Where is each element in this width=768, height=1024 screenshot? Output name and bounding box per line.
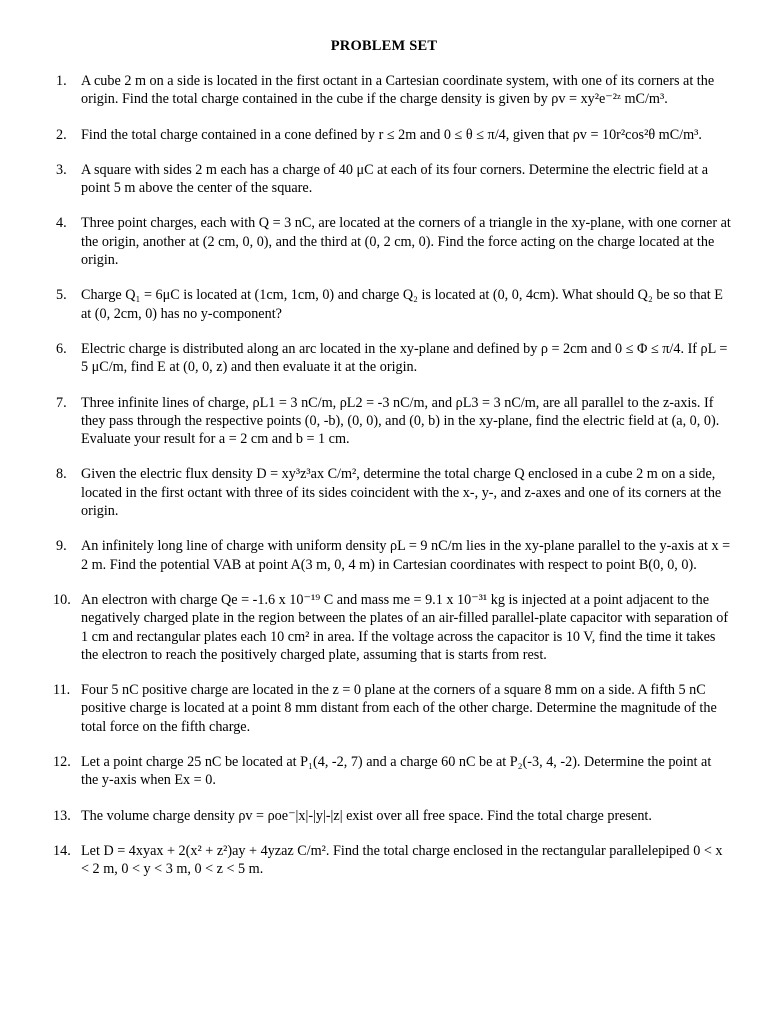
problem-number: 3. — [56, 161, 67, 178]
problem-8 — [56, 465, 732, 520]
problem-number: 7. — [56, 394, 67, 411]
problem-number: 4. — [56, 215, 67, 232]
problem-text: Three infinite lines of charge, ρL1 = 3 nC/m, ρL2 = -3 nC/m, and ρL3 = 3 nC/m, are all parallel to the z-axis. If they pass through the respective points (0, -b), (0, 0), and (0, b) in the xy-plane, find the electric field at (a, 0, 0). Evaluate your result for a = 2 cm and b = 1 cm. — [81, 394, 720, 448]
problem-text: An electron with charge Qe = -1.6 x 10⁻¹⁹ C and mass me = 9.1 x 10⁻³¹ kg is injected at a point adjacent to the negatively charged plate in the region between the plates of an air-filled parallel-plate capacitor with separation of 1 cm and rectangular plates each 10 cm² in area. If the voltage across the capacitor is 10 V, find the time it takes the electron to reach the positively charged plate, assuming that is starts from rest. — [81, 591, 729, 663]
problem-7 — [56, 394, 732, 449]
problem-number: 5. — [56, 287, 67, 304]
problem-14 — [53, 842, 732, 879]
problem-number: 1. — [56, 73, 67, 89]
problem-text: Four 5 nC positive charge are located in the z = 0 plane at the corners of a square 8 mm on a side. A fifth 5 nC positive charge is located at a point 8 mm distant from each of the other charge. Determine the magnitude of the total force on the fifth charge. — [81, 682, 717, 735]
problem-number: 14. — [53, 842, 71, 859]
problem-12 — [53, 753, 732, 790]
problem-text: Let D = 4xyax + 2(x² + z²)ay + 4yzaz C/m². Find the total charge enclosed in the rectangular parallelepiped 0 < x < 2 m, 0 < y < 3 m, 0 < z < 5 m. — [81, 842, 723, 878]
problem-10 — [53, 591, 732, 664]
problem-text: Three point charges, each with Q = 3 nC, are located at the corners of a triangle in the xy-plane, with one corner at the origin, another at (2 cm, 0, 0), and the third at (0, 2 cm, 0). Find the force acting on the charge located at the origin. — [81, 215, 731, 269]
problem-text: Given the electric flux density D = xy³z³ax C/m², determine the total charge Q enclosed in a cube 2 m on a side, located in the first octant with three of its sides coincident with the x-, y-, and z-axes and one of its corners at the origin. — [81, 466, 722, 520]
problem-number: 13. — [53, 807, 71, 824]
problem-text: Let a point charge 25 nC be located at P₁(4, -2, 7) and a charge 60 nC be at P₂(-3, 4, -2). Determine the point at the y-axis when Ex = 0. — [81, 754, 712, 789]
problem-text: Find the total charge contained in a cone defined by r ≤ 2m and 0 ≤ θ ≤ π/4, given that ρv = 10r²cos²θ mC/m³. — [81, 126, 702, 143]
problem-text: Electric charge is distributed along an arc located in the xy-plane and defined by ρ = 2cm and 0 ≤ Φ ≤ π/4. If ρL = 5 μC/m, find E at (0, 0, z) and then evaluate it at the origin. — [81, 340, 728, 376]
problem-text: An infinitely long line of charge with uniform density ρL = 9 nC/m lies in the xy-plane parallel to the y-axis at x = 2 m. Find the potential VAB at point A(3 m, 0, 4 m) in Cartesian coordinates with respect to point B(0, 0, 0). — [81, 538, 731, 573]
problem-number: 8. — [56, 466, 67, 483]
problem-text: Charge Q₁ = 6μC is located at (1cm, 1cm, 0) and charge Q₂ is located at (0, 0, 4cm). What should Q₂ be so that E at (0, 2cm, 0) has no y-component? — [81, 287, 723, 322]
page-title: PROBLEM SET — [330, 38, 438, 54]
problem-4 — [56, 214, 732, 269]
problem-11 — [53, 681, 732, 736]
problem-list — [53, 72, 732, 896]
problem-text: A square with sides 2 m each has a charge of 40 μC at each of its four corners. Determine the electric field at a point 5 m above the center of the square. — [81, 161, 709, 197]
problem-text: A cube 2 m on a side is located in the first octant in a Cartesian coordinate system, with one of its corners at the origin. Find the total charge contained in the cube if the charge density is given by ρv = xy²e⁻²ᶻ mC/m³. — [81, 73, 715, 108]
problem-6 — [56, 340, 732, 377]
problem-number: 2. — [56, 126, 67, 143]
problem-13 — [53, 807, 732, 825]
problem-text: The volume charge density ρv = ρoe⁻|x|-|y|-|z| exist over all free space. Find the total charge present. — [81, 807, 652, 824]
problem-number: 10. — [53, 591, 71, 608]
problem-number: 12. — [53, 754, 71, 771]
problem-5 — [56, 286, 732, 323]
problem-number: 11. — [53, 682, 71, 699]
problem-1 — [56, 72, 732, 109]
problem-3 — [56, 161, 732, 198]
problem-2 — [56, 126, 732, 144]
problem-number: 6. — [56, 340, 67, 357]
problem-number: 9. — [56, 538, 67, 555]
problem-9 — [56, 537, 732, 574]
